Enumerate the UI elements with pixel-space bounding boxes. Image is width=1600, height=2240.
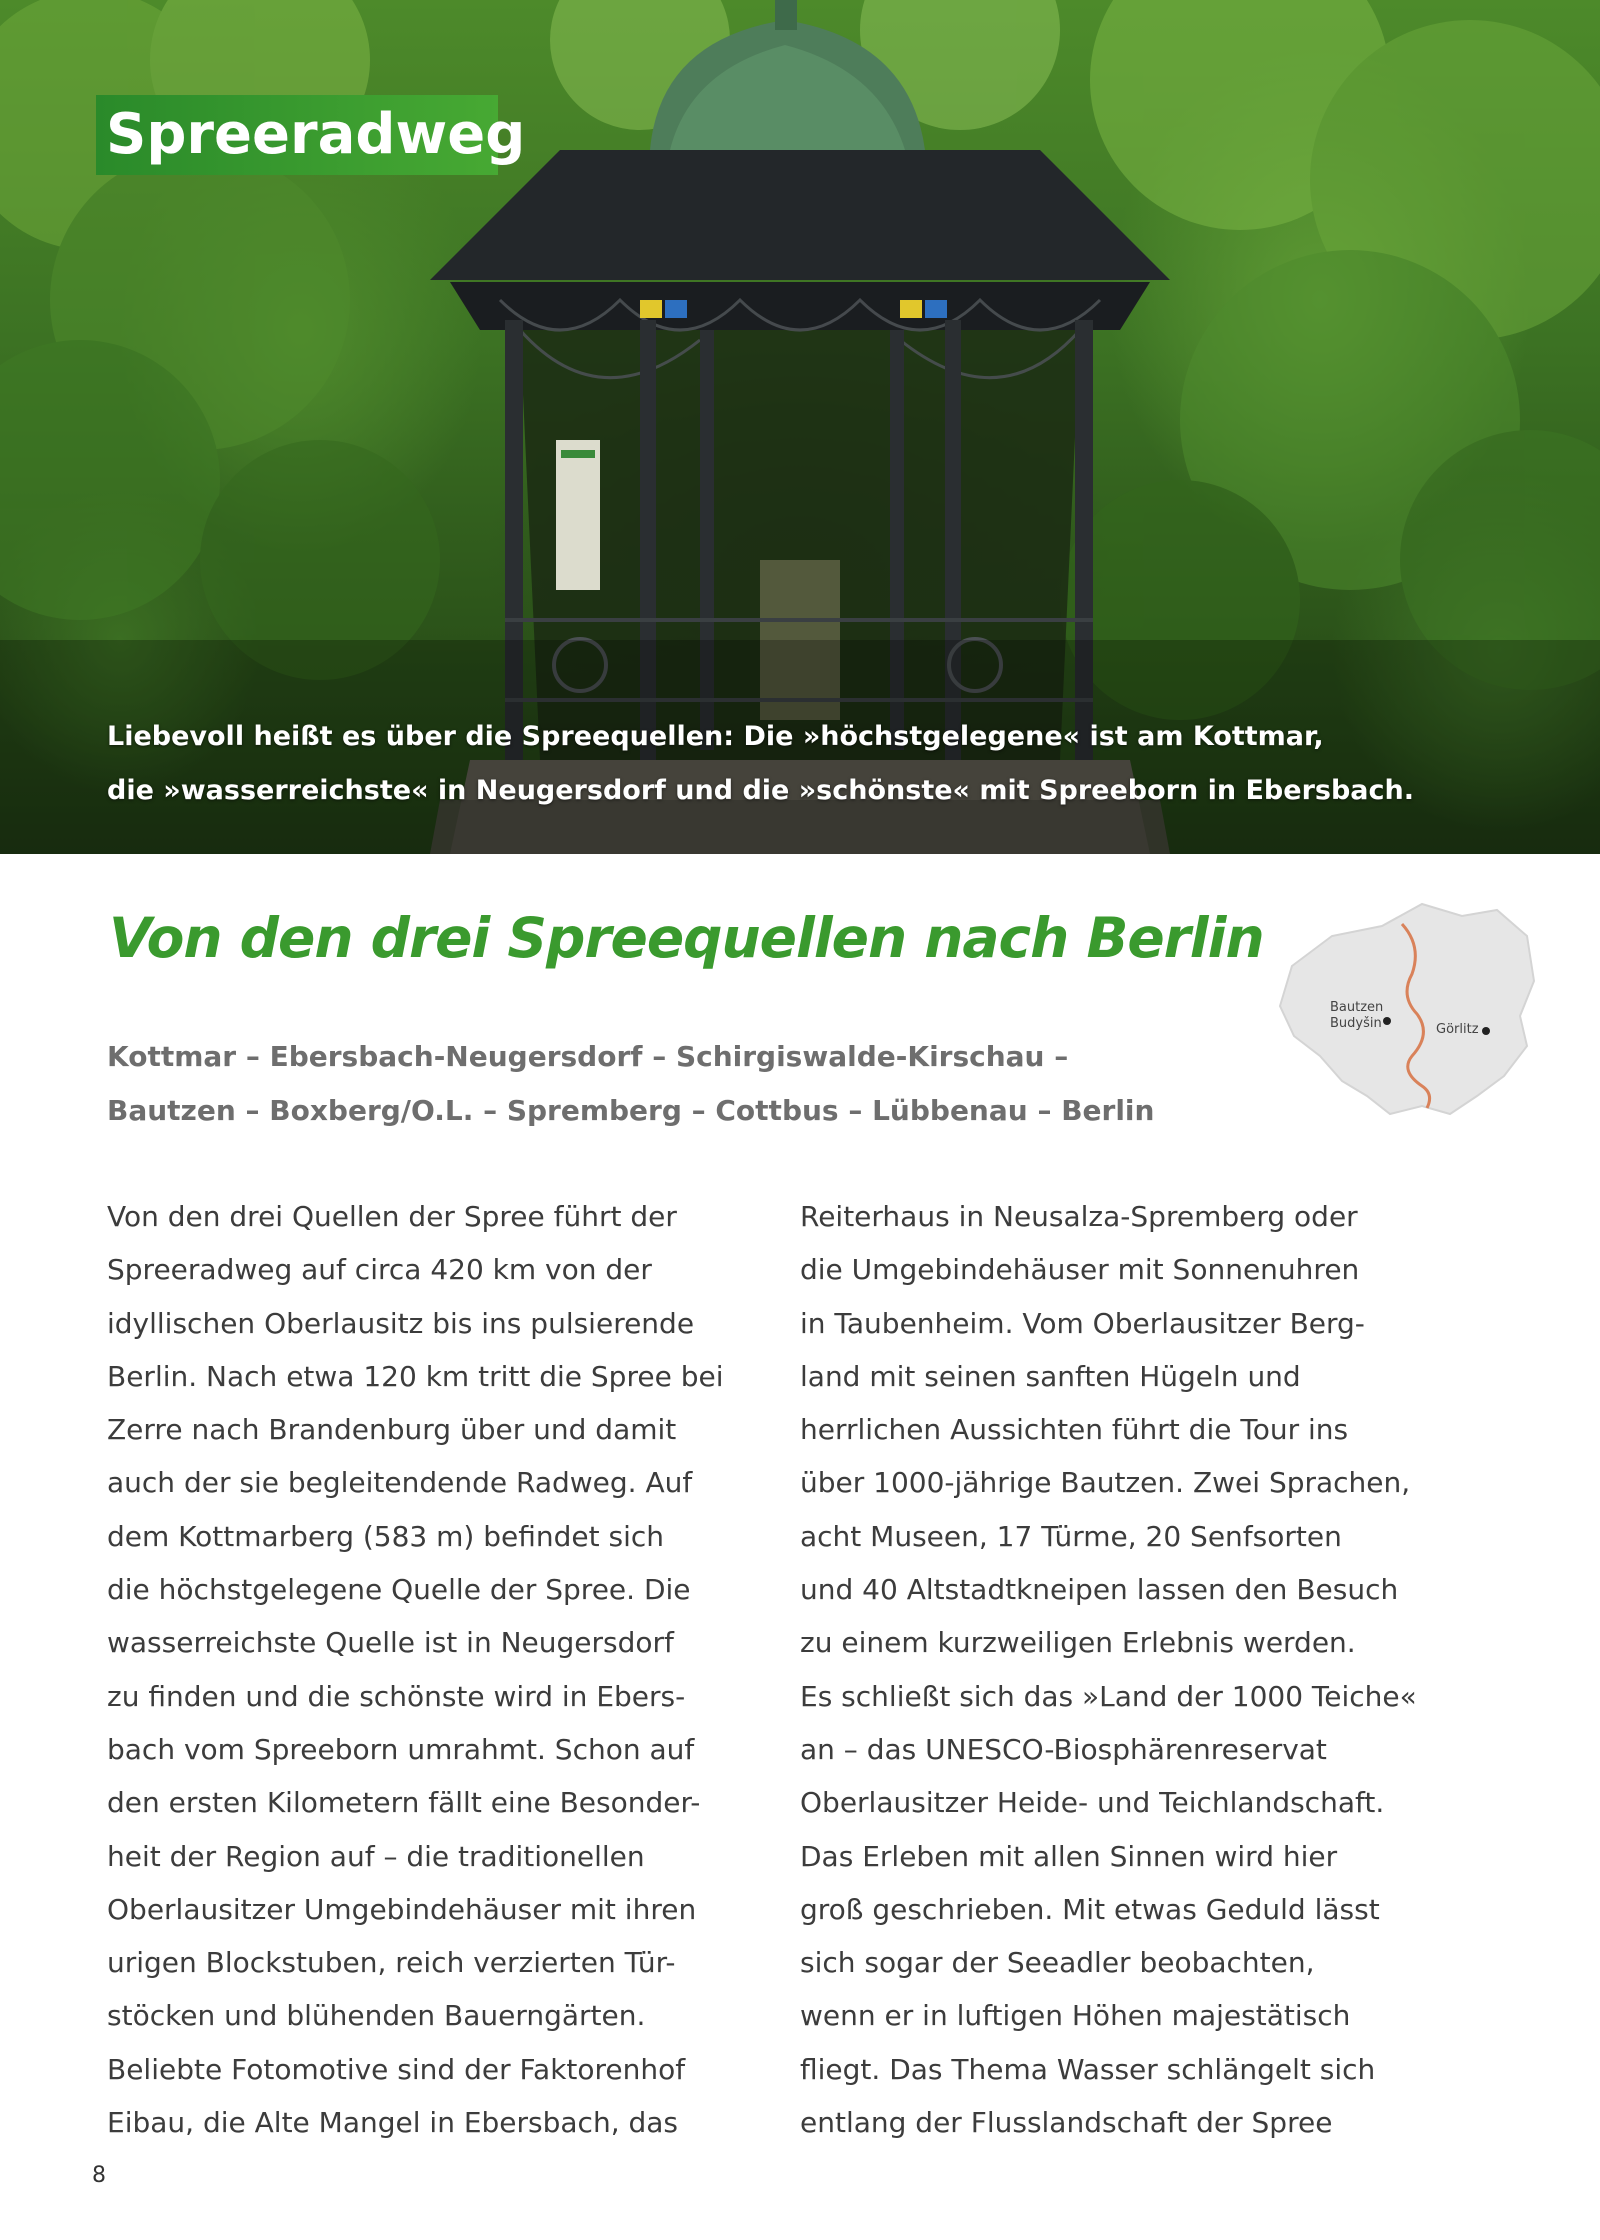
body-line: in Taubenheim. Vom Oberlausitzer Berg- [800, 1306, 1365, 1340]
body-line: den ersten Kilometern fällt eine Besonder- [107, 1786, 701, 1820]
body-line: fliegt. Das Thema Wasser schlängelt sich [800, 2052, 1376, 2086]
body-line: zu einem kurzweiligen Erlebnis werden. [800, 1626, 1356, 1660]
body-line: die höchstgelegene Quelle der Spree. Die [107, 1573, 691, 1607]
body-line: idyllischen Oberlausitz bis ins pulsierende [107, 1306, 695, 1340]
body-line: sich sogar der Seeadler beobachten, [800, 1946, 1315, 1980]
body-column-right [800, 1190, 1420, 2149]
body-line: Das Erleben mit allen Sinnen wird hier [800, 1839, 1338, 1873]
body-line: wasserreichste Quelle ist in Neugersdorf [107, 1626, 674, 1660]
body-line: Spreeradweg auf circa 420 km von der [107, 1253, 652, 1287]
body-line: dem Kottmarberg (583 m) befindet sich [107, 1519, 665, 1553]
hero-caption [107, 710, 1507, 818]
page-number: 8 [92, 2163, 106, 2188]
hero-caption-line: Liebevoll heißt es über die Spreequellen: Die »höchstgelegene« ist am Kottmar, [107, 721, 1324, 752]
map-label-budysin: Budyšin [1330, 1016, 1382, 1031]
body-line: Berlin. Nach etwa 120 km tritt die Spree bei [107, 1359, 724, 1393]
body-line: über 1000-jährige Bautzen. Zwei Sprachen, [800, 1466, 1411, 1500]
route-line: Kottmar – Ebersbach-Neugersdorf – Schirgiswalde-Kirschau – [107, 1040, 1069, 1073]
section-tab: Spreeradweg [96, 95, 498, 175]
body-line: Reiterhaus in Neusalza-Spremberg oder [800, 1200, 1358, 1233]
body-line: Beliebte Fotomotive sind der Faktorenhof [107, 2052, 686, 2086]
body-line: land mit seinen sanften Hügeln und [800, 1359, 1301, 1393]
goerlitz-marker [1482, 1027, 1490, 1035]
body-line: entlang der Flusslandschaft der Spree [800, 2106, 1333, 2140]
body-line: groß geschrieben. Mit etwas Geduld lässt [800, 1892, 1380, 1926]
body-line: Oberlausitzer Heide- und Teichlandschaft. [800, 1786, 1385, 1820]
body-line: und 40 Altstadtkneipen lassen den Besuch [800, 1573, 1399, 1607]
body-line: stöcken und blühenden Bauerngärten. [107, 1999, 646, 2033]
body-line: auch der sie begleitendende Radweg. Auf [107, 1466, 693, 1500]
bautzen-marker [1383, 1017, 1391, 1025]
body-line: wenn er in luftigen Höhen majestätisch [800, 1999, 1351, 2033]
body-line: Eibau, die Alte Mangel in Ebersbach, das [107, 2106, 679, 2140]
body-line: Oberlausitzer Umgebindehäuser mit ihren [107, 1892, 697, 1926]
body-line: an – das UNESCO-Biosphärenreservat [800, 1732, 1327, 1766]
hero-caption-line: die »wasserreichste« in Neugersdorf und die »schönste« mit Spreeborn in Ebersbach. [107, 775, 1414, 806]
body-line: Von den drei Quellen der Spree führt der [107, 1200, 677, 1233]
body-line: Es schließt sich das »Land der 1000 Teiche« [800, 1679, 1417, 1713]
region-shape [1280, 904, 1534, 1114]
body-line: zu finden und die schönste wird in Ebers- [107, 1679, 686, 1713]
route-stations [107, 1030, 1207, 1138]
region-map [1272, 896, 1542, 1136]
body-line: urigen Blockstuben, reich verzierten Tür- [107, 1946, 676, 1980]
route-line: Bautzen – Boxberg/O.L. – Spremberg – Cottbus – Lübbenau – Berlin [107, 1094, 1155, 1127]
map-label-bautzen: Bautzen [1330, 1000, 1384, 1015]
body-line: bach vom Spreeborn umrahmt. Schon auf [107, 1732, 695, 1766]
body-line: acht Museen, 17 Türme, 20 Senfsorten [800, 1519, 1342, 1553]
body-column-left [107, 1190, 727, 2149]
body-line: Zerre nach Brandenburg über und damit [107, 1413, 677, 1447]
hero-photo [0, 0, 1600, 854]
region-map-shape [1272, 896, 1542, 1136]
body-line: die Umgebindehäuser mit Sonnenuhren [800, 1253, 1360, 1287]
map-label-goerlitz: Görlitz [1436, 1022, 1479, 1037]
page-title: Von den drei Spreequellen nach Berlin [109, 906, 1264, 970]
body-line: herrlichen Aussichten führt die Tour ins [800, 1413, 1349, 1447]
body-line: heit der Region auf – die traditionellen [107, 1839, 645, 1873]
